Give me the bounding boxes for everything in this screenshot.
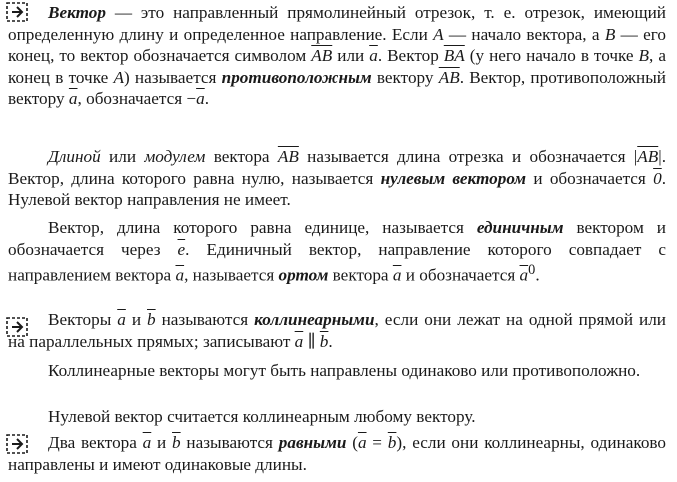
text-segment: и обозначается — [401, 265, 520, 285]
text-segment: и — [125, 310, 148, 329]
text-segment: . Единичный вектор, направление которого совпадает с направлением вектора — [8, 239, 666, 285]
superscript: 0 — [528, 262, 536, 279]
vector-symbol: $\overline{a}$ — [117, 310, 126, 329]
text-segment: ) называется — [123, 67, 222, 87]
math-symbol: A — [433, 24, 444, 44]
vector-symbol: $\overline{AB}$ — [311, 46, 333, 66]
term-opposite: противоположным — [221, 67, 372, 87]
vector-symbol: $\overline{b}$ — [147, 310, 156, 329]
text-segment: вектора — [205, 147, 278, 166]
text-segment: и — [151, 433, 173, 452]
paragraph-zero-collinear — [8, 406, 666, 428]
paragraph-length-definition — [8, 146, 666, 211]
paragraph-unit-vector — [8, 217, 666, 287]
vector-symbol: $\overline{AB}$ — [277, 147, 299, 166]
text-segment: , а конец в точке — [8, 46, 666, 87]
vector-symbol: $\overline{a}$ — [68, 89, 78, 109]
text-segment: называются — [180, 433, 279, 452]
text-segment: — его конец, то вектор обозначается символом — [8, 24, 667, 66]
text-segment: называется длина отрезка и обозначается | — [298, 147, 638, 166]
text-segment: Коллинеарные векторы могут быть направлены одинаково или противоположно. — [48, 361, 641, 380]
text-segment: или — [332, 46, 370, 66]
text-segment: ), если они коллинеарны, одинаково направлены и имеют одинаковые длины. — [8, 433, 667, 474]
term-unit: единичным — [476, 218, 564, 237]
text-segment: вектору — [371, 67, 439, 87]
term-modulus: модулем — [144, 147, 206, 166]
paragraph-vector-definition — [8, 2, 666, 110]
term-vector: Вектор — [48, 3, 106, 22]
text-segment: , если они лежат на одной прямой или на параллельных прямых; записывают — [8, 310, 666, 351]
text-segment: называются — [155, 310, 255, 329]
term-zero-vector: нулевым вектором — [380, 168, 527, 188]
paragraph-collinear-note — [8, 360, 666, 382]
text-segment: вектора — [328, 265, 393, 285]
vector-symbol: $\overline{a}$ — [392, 265, 402, 285]
term-collinear: коллинеарными — [254, 310, 375, 329]
text-segment: . — [535, 265, 540, 285]
text-segment: Вектор, длина которого равна единице, называется — [48, 218, 477, 237]
term-ort: ортом — [278, 265, 329, 285]
vector-symbol: $\overline{a}$ — [519, 265, 529, 285]
text-segment: . Нулевой вектор направления не имеет. — [8, 168, 667, 210]
vector-symbol: $\overline{e}$ — [177, 239, 186, 259]
text-segment: |. Вектор, длина которого равна нулю, называется — [8, 147, 666, 188]
text-segment: вектором и обозначается через — [8, 218, 666, 259]
vector-symbol: $\overline{b}$ — [319, 331, 329, 351]
text-segment: (у него начало в точке — [464, 46, 639, 66]
vector-symbol: $\overline{a}$ — [369, 46, 378, 66]
vector-symbol: $\overline{a}$ — [175, 265, 185, 285]
term-length: Длиной — [48, 147, 101, 166]
text-segment: , обозначается − — [77, 89, 197, 109]
vector-symbol: 0 — [653, 168, 662, 188]
math-symbol: B — [638, 46, 650, 66]
text-segment: . Вектор, противоположный вектору — [8, 67, 666, 109]
vector-symbol: $\overline{a}$ — [294, 331, 304, 351]
vector-symbol: $\overline{a}$ — [196, 89, 205, 109]
text-segment: . — [204, 89, 209, 109]
vector-symbol: $\overline{AB}$ — [438, 67, 460, 87]
text-segment: Два вектора — [48, 433, 143, 452]
text-segment: или — [100, 147, 145, 166]
vector-symbol: $\overline{a}$ — [357, 433, 367, 452]
parallel-symbol: ∥ — [303, 331, 320, 351]
text-segment: ( — [346, 433, 358, 452]
vector-symbol: $\overline{AB}$ — [637, 147, 659, 166]
text-segment: Нулевой вектор считается коллинеарным любому вектору. — [48, 407, 476, 426]
paragraph-collinear-definition — [8, 309, 666, 352]
paragraph-equal-vectors — [8, 432, 666, 475]
equals-symbol: = — [366, 433, 388, 452]
text-segment: Векторы — [48, 310, 118, 329]
text-segment: , называется — [184, 265, 279, 285]
vector-symbol: $\overline{b}$ — [172, 433, 181, 452]
math-symbol: B — [604, 24, 616, 44]
text-segment: . — [328, 331, 333, 351]
vector-symbol: $\overline{b}$ — [387, 433, 397, 452]
text-segment: — начало вектора, а — [443, 24, 605, 44]
text-segment: . Вектор — [377, 46, 444, 66]
vector-symbol: $\overline{a}$ — [142, 433, 152, 452]
term-equal: равными — [278, 433, 347, 452]
text-segment: и обозначается — [526, 168, 654, 188]
text-segment: — это направленный прямолинейный отрезок, т. е. отрезок, имеющий определенную длину и определенное направление. Если — [8, 3, 666, 44]
math-symbol: A — [113, 67, 124, 87]
vector-symbol: $\overline{BA}$ — [443, 46, 465, 66]
